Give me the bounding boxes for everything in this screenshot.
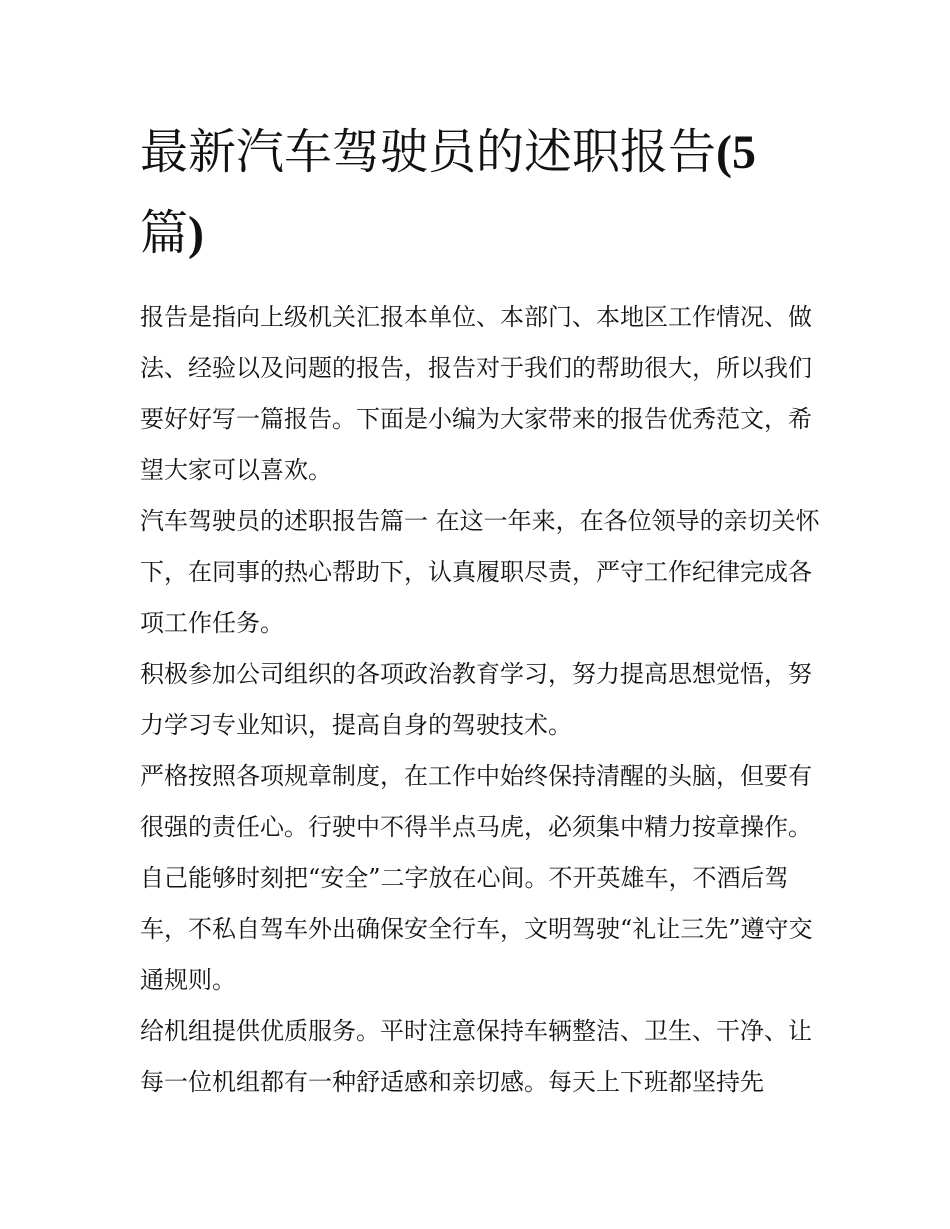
paragraph-intro: 报告是指向上级机关汇报本单位、本部门、本地区工作情况、做法、经验以及问题的报告，报告对于我们的帮助很大，所以我们要好好写一篇报告。下面是小编为大家带来的报告优秀范文，希望大家可以喜欢。 bbox=[140, 303, 812, 484]
paragraph-report-one: 汽车驾驶员的述职报告篇一 在这一年来，在各位领导的亲切关怀下，在同事的热心帮助下，认真履职尽责，严守工作纪律完成各项工作任务。 bbox=[140, 507, 820, 637]
title-main-text: 最新汽车驾驶员的述职报告 bbox=[140, 124, 717, 180]
paragraph-service: 给机组提供优质服务。平时注意保持车辆整洁、卫生、干净、让每一位机组都有一种舒适感和亲切感。每天上下班都坚持先 bbox=[140, 1017, 812, 1096]
paragraph-safety: 严格按照各项规章制度，在工作中始终保持清醒的头脑，但要有很强的责任心。行驶中不得半点马虎，必须集中精力按章操作。自己能够时刻把“安全”二字放在心间。不开英雄车，不酒后驾车，不私自驾车外出确保安全行车，文明驾驶“礼让三先”遵守交通规则。 bbox=[140, 762, 813, 994]
title-count-open: (5 bbox=[716, 126, 756, 179]
document-title bbox=[140, 112, 820, 274]
title-count-close: ) bbox=[188, 207, 204, 260]
paragraph-study: 积极参加公司组织的各项政治教育学习，努力提高思想觉悟，努力学习专业知识，提高自身的驾驶技术。 bbox=[140, 660, 812, 739]
title-count-unit: 篇 bbox=[140, 205, 189, 261]
document-body bbox=[140, 112, 820, 1108]
